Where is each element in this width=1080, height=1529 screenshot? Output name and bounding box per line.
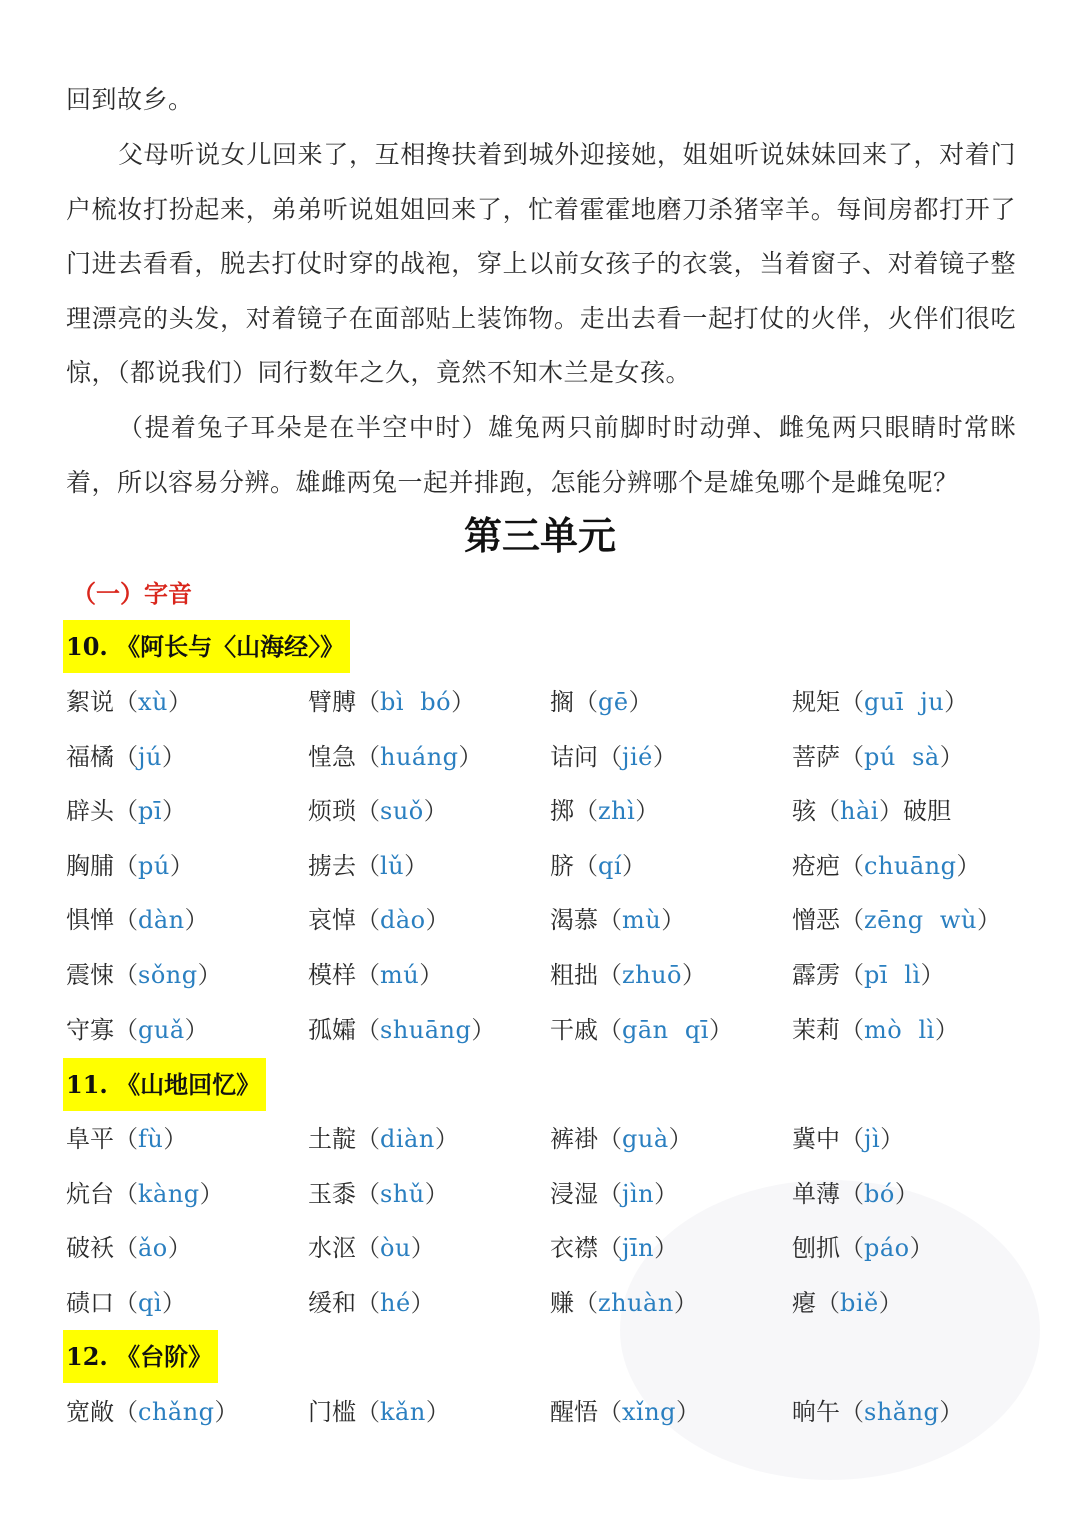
open-paren: （: [840, 1125, 864, 1153]
pinyin: hé: [380, 1288, 411, 1317]
vocab-word: 臂膊: [308, 688, 356, 716]
vocab-word: 霹雳: [792, 960, 840, 989]
open-paren: （: [356, 960, 380, 989]
vocab-word: 浸湿: [550, 1179, 598, 1208]
vocab-entry: [66, 1385, 308, 1440]
vocab-entry: [550, 1385, 792, 1440]
pinyin: guà: [622, 1125, 669, 1153]
vocab-word: 哀悼: [308, 906, 356, 935]
close-paren: ）: [682, 960, 707, 989]
open-paren: （: [574, 1288, 598, 1317]
open-paren: （: [840, 1179, 864, 1208]
pinyin: zhì: [598, 797, 636, 826]
vocab-word: 震悚: [66, 960, 114, 989]
vocab-word: 缓和: [308, 1288, 356, 1317]
vocab-word: 土靛: [308, 1125, 356, 1153]
open-paren: （: [356, 906, 380, 935]
open-paren: （: [816, 797, 840, 826]
open-paren: （: [598, 1179, 622, 1208]
close-paren: ）: [471, 1015, 496, 1044]
close-paren: ）: [425, 906, 450, 935]
close-paren: ）: [419, 960, 444, 989]
vocab-entry: [308, 1385, 550, 1440]
open-paren: （: [356, 851, 380, 880]
close-paren: ）: [458, 742, 483, 771]
close-paren: ）: [628, 688, 653, 716]
vocab-entry: [792, 730, 1046, 785]
close-paren: ）: [197, 960, 222, 989]
close-paren: ）: [880, 1125, 905, 1153]
pinyin: pú: [138, 851, 170, 880]
vocab-word: 守寡: [66, 1015, 114, 1044]
vocab-entry: [550, 893, 792, 948]
close-paren: ）: [668, 1125, 693, 1153]
vocab-word: 水沤: [308, 1234, 356, 1263]
open-paren: （: [114, 1179, 138, 1208]
pinyin: huáng: [380, 742, 459, 771]
open-paren: （: [574, 797, 598, 826]
open-paren: （: [356, 1288, 380, 1317]
vocab-entry: [66, 948, 308, 1003]
open-paren: （: [114, 851, 138, 880]
pinyin: jú: [138, 742, 162, 771]
pinyin: mù: [622, 906, 662, 935]
pinyin: zhuàn: [598, 1288, 674, 1317]
close-paren: ）: [894, 1179, 919, 1208]
pinyin: lǔ: [380, 851, 405, 880]
vocab-word: 憎恶: [792, 906, 840, 935]
vocab-word: 辟头: [66, 797, 114, 826]
vocab-entry: [792, 1385, 1046, 1440]
close-paren: ）: [909, 1234, 934, 1263]
vocab-entry: [550, 784, 792, 839]
close-paren: ）: [956, 851, 981, 880]
close-paren: ）: [184, 1015, 209, 1044]
vocab-word: 衣襟: [550, 1234, 598, 1263]
open-paren: （: [114, 797, 138, 826]
open-paren: （: [840, 688, 864, 716]
pinyin: zhuō: [622, 960, 683, 989]
vocab-word: 茉莉: [792, 1015, 840, 1044]
open-paren: （: [114, 906, 138, 935]
vocab-entry: [308, 730, 550, 785]
close-paren: ）: [410, 1234, 435, 1263]
open-paren: （: [840, 742, 864, 771]
open-paren: （: [356, 1234, 380, 1263]
pinyin: fù: [138, 1125, 164, 1153]
vocab-word: 碛口: [66, 1288, 114, 1317]
open-paren: （: [816, 1288, 840, 1317]
close-paren: ）: [673, 1288, 698, 1317]
vocab-entry: [308, 948, 550, 1003]
vocab-word: 裤褂: [550, 1125, 598, 1153]
vocab-entry: [792, 893, 1046, 948]
open-paren: （: [114, 688, 138, 716]
section-heading: （一）字音: [72, 580, 192, 608]
close-paren: ）: [939, 1398, 964, 1426]
vocab-entry: [792, 948, 1046, 1003]
open-paren: （: [840, 1015, 864, 1044]
vocab-entry: [66, 1221, 308, 1276]
vocab-word: 晌午: [792, 1398, 840, 1426]
paragraph: 父母听说女儿回来了，互相搀扶着到城外迎接她，姐姐听说妹妹回来了，对着门户梳妆打扮起来，弟弟听说姐姐回来了，忙着霍霍地磨刀杀猪宰羊。每间房都打开了门进去看看，脱去打仗时穿的战袍，穿上以前女孩子的衣裳，当着窗子、对着镜子整理漂亮的头发，对着镜子在面部贴上装饰物。走出去看一起打仗的火伴，火伴们很吃惊，（都说我们）同行数年之久，竟然不知木兰是女孩。: [66, 140, 1016, 388]
close-paren: ）: [425, 1398, 450, 1426]
pinyin: páo: [864, 1234, 910, 1263]
pinyin: shǔ: [380, 1179, 425, 1208]
vocab-word: 惶急: [308, 742, 356, 771]
vocab-entry: [308, 839, 550, 894]
pinyin: qì: [138, 1288, 163, 1317]
vocab-word: 冀中: [792, 1125, 840, 1153]
vocab-word: 渴慕: [550, 906, 598, 935]
vocab-entry: [550, 948, 792, 1003]
pinyin: jìn: [622, 1179, 655, 1208]
pinyin: gān qī: [622, 1015, 709, 1044]
vocab-entry: [308, 1003, 550, 1058]
vocab-word: 瘪: [792, 1288, 816, 1317]
pinyin: dàn: [138, 906, 185, 935]
close-paren: ）: [878, 1288, 903, 1317]
vocab-entry: [550, 1221, 792, 1276]
open-paren: （: [356, 742, 380, 771]
vocab-word: 掳去: [308, 851, 356, 880]
vocab-entry: [792, 1112, 1046, 1167]
open-paren: （: [114, 1015, 138, 1044]
vocab-word: 诘问: [550, 742, 598, 771]
open-paren: （: [598, 1398, 622, 1426]
close-paren: ）: [661, 906, 686, 935]
pinyin: suǒ: [380, 797, 424, 826]
close-paren: ）: [214, 1398, 239, 1426]
vocab-word: 破袄: [66, 1234, 114, 1263]
close-paren: ）: [404, 851, 429, 880]
open-paren: （: [840, 1398, 864, 1426]
vocab-word: 胸脯: [66, 851, 114, 880]
pinyin: ǎo: [138, 1234, 168, 1263]
open-paren: （: [574, 688, 598, 716]
vocab-entry: [308, 1221, 550, 1276]
lesson-title: 10. 《阿长与〈山海经〉》: [63, 620, 350, 673]
pinyin: jīn: [622, 1234, 655, 1263]
vocab-entry: [792, 1167, 1046, 1222]
vocab-word: 醒悟: [550, 1398, 598, 1426]
vocab-word: 宽敞: [66, 1398, 114, 1426]
pinyin: xù: [138, 688, 168, 716]
pinyin: shǎng: [864, 1398, 940, 1426]
vocab-entry: [308, 1167, 550, 1222]
pinyin: shuāng: [380, 1015, 472, 1044]
open-paren: （: [840, 851, 864, 880]
open-paren: （: [114, 742, 138, 771]
pinyin: bì bó: [380, 688, 452, 716]
pinyin: guī ju: [864, 688, 945, 716]
vocab-word: 玉黍: [308, 1179, 356, 1208]
paragraph: （提着兔子耳朵是在半空中时）雄兔两只前脚时时动弹、雌兔两只眼睛时常眯着，所以容易分辨。雄雌两兔一起并排跑，怎能分辨哪个是雄兔哪个是雌兔呢？: [66, 413, 1016, 497]
word-grid: [66, 675, 1046, 1057]
vocab-entry: [308, 1112, 550, 1167]
close-paren: ）: [934, 1015, 959, 1044]
close-paren: ）: [676, 1398, 701, 1426]
close-paren: ）: [939, 742, 964, 771]
open-paren: （: [598, 742, 622, 771]
vocab-entry: [550, 839, 792, 894]
vocab-word: 掷: [550, 797, 574, 826]
open-paren: （: [840, 906, 864, 935]
close-paren: ）: [944, 688, 969, 716]
vocab-entry: [792, 839, 1046, 894]
open-paren: （: [356, 1015, 380, 1044]
open-paren: （: [356, 688, 380, 716]
unit-title: 第三单元: [463, 514, 616, 558]
vocab-entry: [792, 1221, 1046, 1276]
open-paren: （: [574, 851, 598, 880]
close-paren: ）: [199, 1179, 224, 1208]
vocab-word: 炕台: [66, 1179, 114, 1208]
close-paren: ）: [654, 1234, 679, 1263]
vocab-entry: [550, 1112, 792, 1167]
vocab-entry: [792, 1003, 1046, 1058]
close-paren: ）: [167, 1234, 192, 1263]
close-paren: ）: [162, 1288, 187, 1317]
vocab-word: 骇: [792, 797, 816, 826]
vocab-entry: [550, 1276, 792, 1331]
vocab-word: 单薄: [792, 1179, 840, 1208]
open-paren: （: [356, 1125, 380, 1153]
close-paren: ）: [162, 797, 187, 826]
vocab-word: 搁: [550, 688, 574, 716]
open-paren: （: [840, 1234, 864, 1263]
pinyin: chuāng: [864, 851, 957, 880]
vocab-word: 菩萨: [792, 742, 840, 771]
vocab-word: 烦琐: [308, 797, 356, 826]
pinyin: mú: [380, 960, 420, 989]
vocab-entry: [308, 675, 550, 730]
vocab-word: 粗拙: [550, 960, 598, 989]
close-paren: ）: [654, 1179, 679, 1208]
pinyin: gē: [598, 688, 629, 716]
vocab-entry: [792, 784, 1046, 839]
pinyin: pú sà: [864, 742, 940, 771]
open-paren: （: [598, 1015, 622, 1044]
vocab-word: 脐: [550, 851, 574, 880]
pinyin: bó: [864, 1179, 895, 1208]
close-paren: ）: [878, 797, 903, 826]
vocab-word: 阜平: [66, 1125, 114, 1153]
close-paren: ）: [423, 797, 448, 826]
pinyin: diàn: [380, 1125, 435, 1153]
vocab-word: 孤孀: [308, 1015, 356, 1044]
vocab-entry: [308, 893, 550, 948]
pinyin: pī lì: [864, 960, 921, 989]
vocab-entry: [66, 893, 308, 948]
word-grid: [66, 1385, 1046, 1440]
close-paren: ）: [410, 1288, 435, 1317]
open-paren: （: [598, 960, 622, 989]
paragraph: 回到故乡。: [66, 85, 194, 114]
close-paren: ）: [451, 688, 476, 716]
pinyin: biě: [840, 1288, 879, 1317]
close-paren: ）: [622, 851, 647, 880]
open-paren: （: [598, 906, 622, 935]
close-paren: ）: [652, 742, 677, 771]
pinyin: zēng wù: [864, 906, 977, 935]
pinyin: guǎ: [138, 1015, 185, 1044]
vocab-entry: [66, 839, 308, 894]
close-paren: ）: [434, 1125, 459, 1153]
vocab-entry: [308, 1276, 550, 1331]
vocab-entry: [550, 675, 792, 730]
vocab-entry: [66, 675, 308, 730]
close-paren: ）: [184, 906, 209, 935]
close-paren: ）: [168, 688, 192, 716]
open-paren: （: [356, 797, 380, 826]
pinyin: qí: [598, 851, 623, 880]
open-paren: （: [114, 1125, 138, 1153]
pinyin: dào: [380, 906, 426, 935]
vocab-entry: [550, 1003, 792, 1058]
open-paren: （: [356, 1179, 380, 1208]
lesson-title: 12. 《台阶》: [63, 1330, 218, 1383]
close-paren: ）: [169, 851, 194, 880]
close-paren: ）: [976, 906, 1001, 935]
vocab-word: 门槛: [308, 1398, 356, 1426]
open-paren: （: [114, 960, 138, 989]
close-paren: ）: [424, 1179, 449, 1208]
vocab-entry: [66, 1003, 308, 1058]
vocab-word: 絮说: [66, 688, 114, 716]
pinyin: òu: [380, 1234, 411, 1263]
pinyin: chǎng: [138, 1398, 215, 1426]
pinyin: kàng: [138, 1179, 200, 1208]
close-paren: ）: [635, 797, 660, 826]
pinyin: pī: [138, 797, 163, 826]
vocab-word-suffix: 破胆: [902, 797, 951, 826]
open-paren: （: [356, 1398, 380, 1426]
vocab-word: 规矩: [792, 688, 840, 716]
vocab-entry: [792, 675, 1046, 730]
vocab-entry: [792, 1276, 1046, 1331]
close-paren: ）: [920, 960, 945, 989]
vocab-word: 赚: [550, 1288, 574, 1317]
vocab-word: 模样: [308, 960, 356, 989]
open-paren: （: [598, 1234, 622, 1263]
close-paren: ）: [163, 1125, 188, 1153]
vocab-entry: [66, 784, 308, 839]
pinyin: mò lì: [864, 1015, 935, 1044]
pinyin: kǎn: [380, 1398, 426, 1426]
vocab-word: 惧惮: [66, 906, 114, 935]
pinyin: sǒng: [138, 960, 198, 989]
vocab-entry: [66, 1112, 308, 1167]
vocab-entry: [66, 1167, 308, 1222]
vocab-word: 干戚: [550, 1015, 598, 1044]
word-grid: [66, 1112, 1046, 1330]
open-paren: （: [840, 960, 864, 989]
open-paren: （: [114, 1288, 138, 1317]
vocab-entry: [550, 730, 792, 785]
vocab-word: 福橘: [66, 742, 114, 771]
vocab-entry: [308, 784, 550, 839]
pinyin: hài: [840, 797, 879, 826]
close-paren: ）: [161, 742, 186, 771]
vocab-entry: [550, 1167, 792, 1222]
vocab-entry: [66, 730, 308, 785]
pinyin: jì: [864, 1125, 881, 1153]
lesson-title: 11. 《山地回忆》: [63, 1058, 266, 1111]
pinyin: jié: [622, 742, 653, 771]
pinyin: xǐng: [622, 1398, 677, 1426]
open-paren: （: [598, 1125, 622, 1153]
vocab-word: 疮疤: [792, 851, 840, 880]
vocab-entry: [66, 1276, 308, 1331]
close-paren: ）: [708, 1015, 733, 1044]
open-paren: （: [114, 1234, 138, 1263]
open-paren: （: [114, 1398, 138, 1426]
vocab-word: 刨抓: [792, 1234, 840, 1263]
